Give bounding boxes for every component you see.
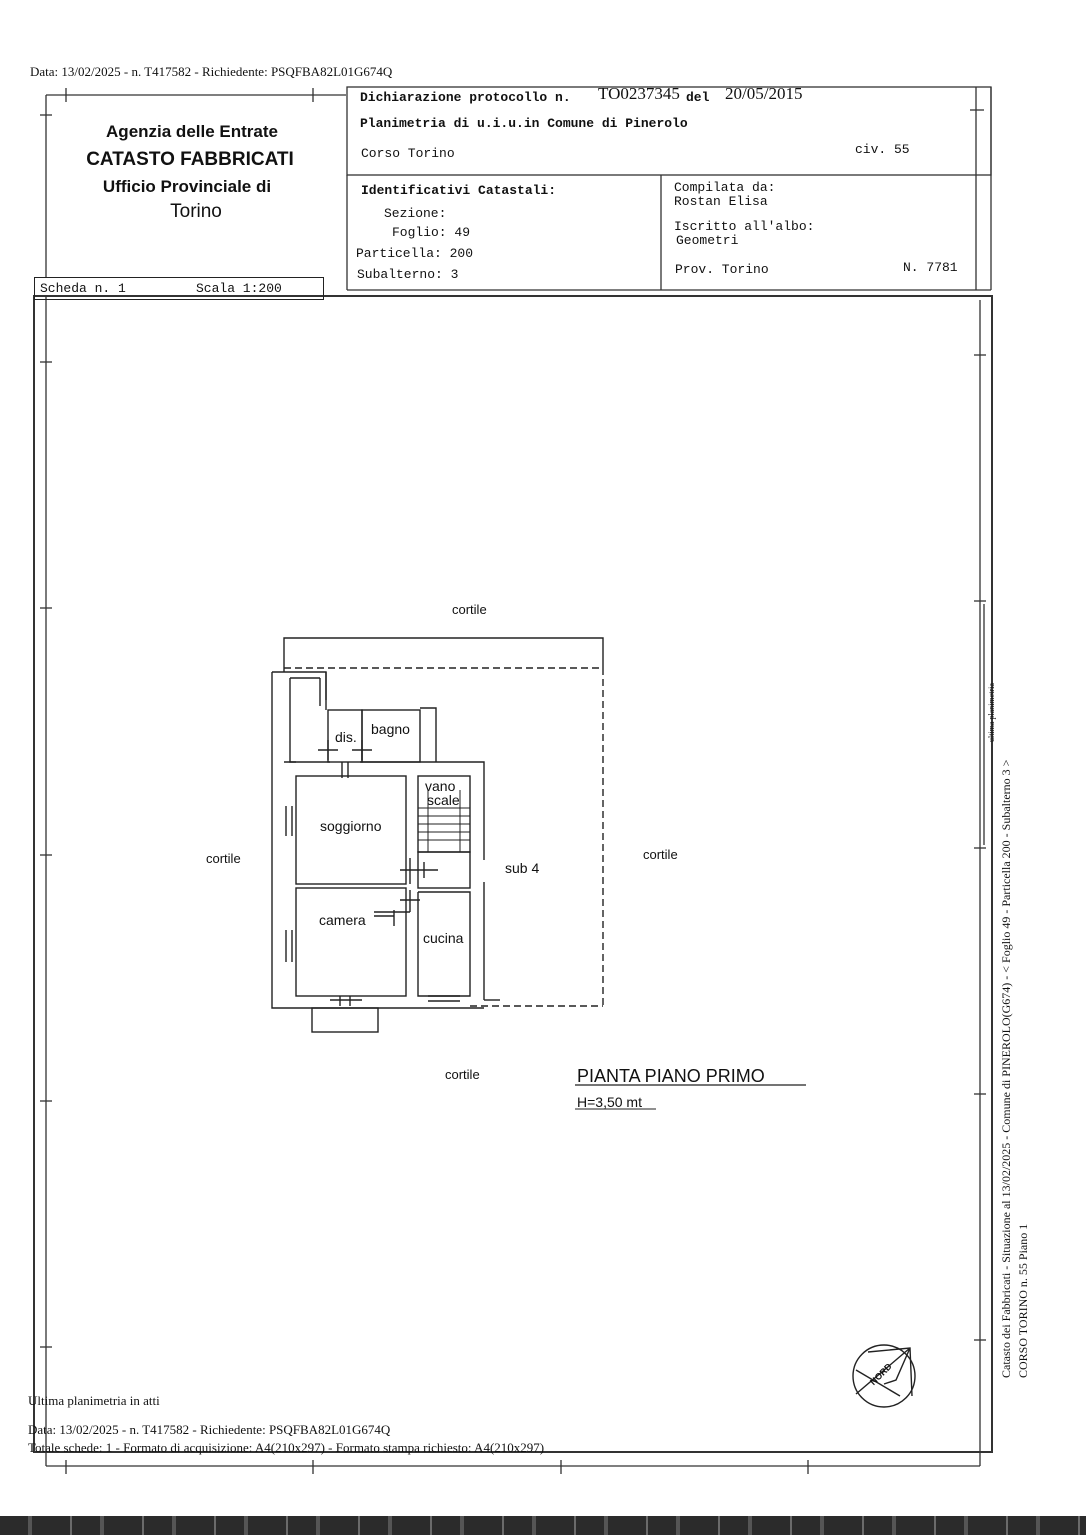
room-vano: vano: [425, 778, 456, 794]
address-street: Corso Torino: [361, 146, 455, 161]
footer-data: Data: 13/02/2025 - n. T417582 - Richiedente: PSQFBA82L01G674Q: [28, 1422, 391, 1437]
protocol-number: TO0237345: [598, 84, 680, 103]
identificativi-title: Identificativi Catastali:: [361, 183, 557, 198]
ufficio-city: Torino: [170, 201, 222, 222]
cortile-left-label: cortile: [206, 851, 241, 866]
address-civ: civ. 55: [855, 142, 910, 157]
protocol-del: del: [686, 90, 710, 105]
planimetria-line: Planimetria di u.i.u.in Comune di Pinerolo: [360, 116, 688, 131]
north-label: NORD: [868, 1361, 894, 1388]
room-bagno: bagno: [371, 721, 410, 737]
cortile-top-label: cortile: [452, 602, 487, 617]
protocol-label: Dichiarazione protocollo n.: [360, 90, 571, 105]
side-address-info: CORSO TORINO n. 55 Piano 1: [1016, 1223, 1030, 1378]
compilata-name: Rostan Elisa: [674, 194, 768, 209]
albo: Geometri: [676, 233, 739, 248]
plan-title: PIANTA PIANO PRIMO: [577, 1066, 765, 1086]
room-soggiorno: soggiorno: [320, 818, 382, 834]
plan-height: H=3,50 mt: [577, 1094, 642, 1110]
albo-number: N. 7781: [903, 260, 958, 275]
footer-totale: Totale schede: 1 - Formato di acquisizione: A4(210x297) - Formato stampa richiesto: A4(210x297): [28, 1440, 545, 1455]
room-cucina: cucina: [423, 930, 464, 946]
catasto-title: CATASTO FABBRICATI: [86, 149, 294, 170]
agency-name: Agenzia delle Entrate: [106, 122, 278, 141]
sezione: Sezione:: [384, 206, 447, 221]
room-dis: dis.: [335, 729, 357, 745]
compilata-label: Compilata da:: [674, 180, 776, 195]
scheda-number: Scheda n. 1: [40, 281, 126, 296]
request-info: Data: 13/02/2025 - n. T417582 - Richiedente: PSQFBA82L01G674Q: [30, 64, 393, 79]
particella: Particella: 200: [356, 246, 474, 261]
protocol-date: 20/05/2015: [725, 84, 803, 103]
side-ultima-note: ultima planimetria: [987, 683, 996, 742]
cortile-bottom-label: cortile: [445, 1067, 480, 1082]
cortile-right-label: cortile: [643, 847, 678, 862]
side-catasto-info: Catasto dei Fabbricati - Situazione al 13/02/2025 - Comune di PINEROLO(G674) - < Foglio 49 - Particella 200 - Subalterno 3 >: [999, 759, 1013, 1378]
footer-ultima: Ultima planimetria in atti: [28, 1393, 160, 1408]
room-camera: camera: [319, 912, 366, 928]
ufficio-label: Ufficio Provinciale di: [102, 177, 272, 196]
subalterno: Subalterno: 3: [357, 267, 459, 282]
provincia: Prov. Torino: [675, 262, 769, 277]
scan-edge: [0, 1516, 1086, 1535]
room-scale: scale: [427, 792, 460, 808]
iscritto-label: Iscritto all'albo:: [674, 219, 815, 234]
scheda-scale: Scala 1:200: [196, 281, 282, 296]
room-sub4: sub 4: [505, 860, 540, 876]
foglio: Foglio: 49: [392, 225, 471, 240]
